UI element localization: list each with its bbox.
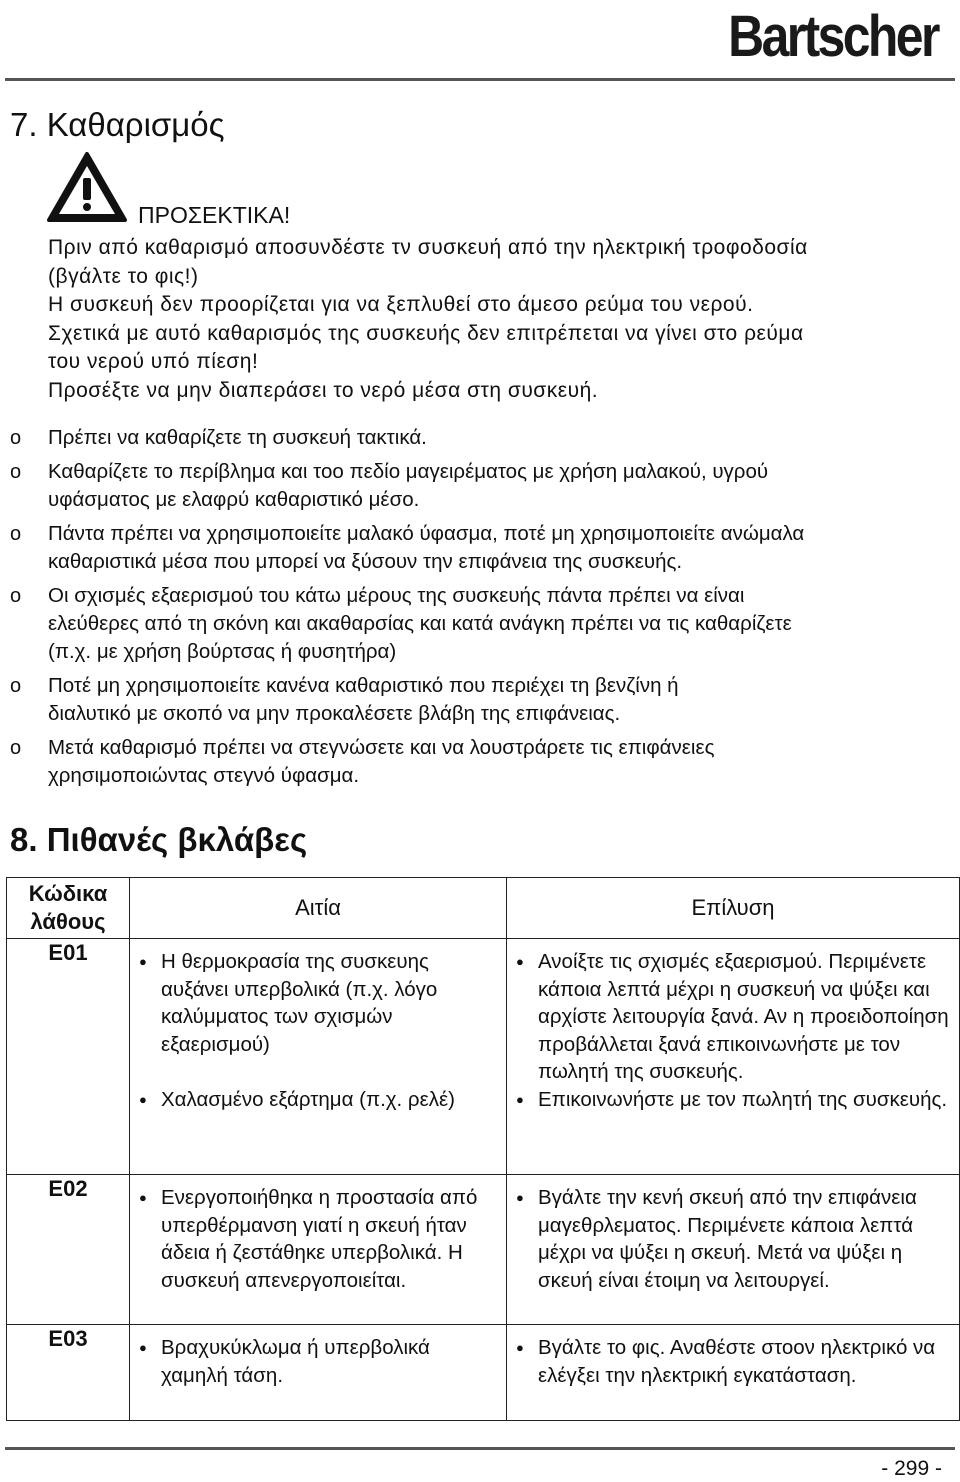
cause-item: ● Βραχυκύκλωμα ή υπερβολικά χαμηλή τάση.: [161, 1334, 499, 1389]
page-number: - 299 -: [881, 1457, 942, 1480]
list-item-text: (π.χ. με χρήση βούρτσας ή φυσητήρα): [48, 640, 397, 663]
list-item-text: υφάσματος με ελαφρύ καθαριστικό μέσο.: [48, 488, 420, 511]
header-solution: Επίλυση: [507, 878, 960, 939]
cause-cell: [130, 1175, 507, 1325]
warning-line: Σχετικά με αυτό καθαρισμός της συσκευής δεν επιτρέπεται να γίνει στο ρεύμα: [48, 321, 804, 345]
list-item: [10, 520, 950, 576]
cause-item: ● Ενεργοποιήθηκα η προστασία από υπερθέρμανση γιατί η σκευή ήταν άδεια ή ζεστάθηκε υπερβολικά. Η συσκευή απενεργοποιείται.: [161, 1184, 499, 1294]
list-item-text: διαλυτικό με σκοπό να μην προκαλέσετε βλάβη της επιφάνειας.: [48, 702, 621, 725]
list-item-text: Οι σχισμές εξαερισμού του κάτω μέρους της συσκευής πάντα πρέπει να είναι: [48, 584, 745, 607]
error-code-cell: E01: [7, 939, 130, 1175]
list-item: [10, 672, 950, 728]
list-item: [10, 582, 950, 666]
solution-item: ● Επικοινωνήστε με τον πωλητή της συσκευής.: [538, 1086, 952, 1114]
list-item-text: καθαριστικά μέσα που μπορεί να ξύσουν την επιφάνεια της συσκευής.: [48, 550, 683, 573]
solution-cell: [507, 1175, 960, 1325]
error-code-cell: E02: [7, 1175, 130, 1325]
list-item-text: χρησιμοποιώντας στεγνό ύφασμα.: [48, 764, 360, 787]
list-item-text: Πάντα πρέπει να χρησιμοποιείτε μαλακό ύφασμα, ποτέ μη χρησιμοποιείτε ανώμαλα: [48, 522, 805, 545]
cleaning-instructions-list: [10, 424, 950, 796]
error-code-cell: E03: [7, 1325, 130, 1421]
list-item-text: Μετά καθαρισμό πρέπει να στεγνώσετε και να λουστράρετε τις επιφάνειες: [48, 736, 715, 759]
cause-item: ● Χαλασμένο εξάρτημα (π.χ. ρελέ): [161, 1086, 499, 1114]
header-error-code-line: λάθους: [30, 909, 106, 934]
bullet-marker: o: [10, 675, 22, 697]
table-header-row: [7, 878, 960, 939]
warning-line: Πριν από καθαρισμό αποσυνδέστε τν συσκευή από την ηλεκτρική τροφοδοσία: [48, 236, 808, 259]
warning-title: ΠΡΟΣΕΚΤΙΚΑ!: [138, 202, 291, 228]
solution-cell: [507, 939, 960, 1175]
list-item: [10, 424, 950, 452]
cause-cell: [130, 939, 507, 1175]
warning-line: Η συσκευή δεν προορίζεται για να ξεπλυθεί στο άμεσο ρεύμα του νερού.: [48, 293, 754, 316]
section-7-title: 7. Καθαρισμός: [10, 106, 225, 143]
section-8-title: 8. Πιθανές βκλάβες: [10, 821, 308, 858]
list-item: [10, 734, 950, 790]
header-divider: [5, 78, 955, 81]
list-item-text: ελεύθερες από τη σκόνη και ακαθαρσίας και κατά ανάγκη πρέπει να τις καθαρίζετε: [48, 612, 792, 635]
fault-table: [6, 877, 960, 1421]
cause-item: ● Η θερμοκρασία της συσκευης αυξάνει υπερβολικά (π.χ. λόγο καλύμματος των σχισμών εξαερισμού): [161, 948, 499, 1058]
warning-triangle-icon: [46, 150, 128, 224]
list-item-text: Καθαρίζετε το περίβλημα και τοο πεδίο μαγειρέματος με χρήση μαλακού, υγρού: [48, 460, 769, 483]
solution-cell: [507, 1325, 960, 1421]
warning-line: (βγάλτε το φις!): [48, 264, 199, 288]
cause-cell: [130, 1325, 507, 1421]
header-error-code-line: Κώδικα: [28, 881, 108, 906]
bullet-marker: o: [10, 461, 22, 483]
table-row: [7, 1175, 960, 1325]
list-item-text: Ποτέ μη χρησιμοποιείτε κανένα καθαριστικό που περιέχει τη βενζίνη ή: [48, 674, 679, 697]
header-cause: Αιτία: [130, 878, 507, 939]
warning-line: Προσέξτε να μην διαπεράσει το νερό μέσα στη συσκευή.: [48, 378, 599, 402]
bullet-marker: o: [10, 737, 22, 759]
list-item: [10, 458, 950, 514]
bullet-marker: o: [10, 585, 22, 607]
solution-item: ● Ανοίξτε τις σχισμές εξαερισμού. Περιμένετε κάποια λεπτά μέχρι η συσκευή να ψύξει και αρχίστε λειτουργία ξανά. Αν η προειδοποίηση προβάλλεται ξανά επικοινωνήστε με τον πωλητή της συσκευής.: [538, 948, 952, 1086]
warning-text: [48, 234, 948, 405]
table-row: [7, 939, 960, 1175]
footer-divider: [5, 1447, 955, 1450]
list-item-text: Πρέπει να καθαρίζετε τη συσκευή τακτικά.: [48, 426, 427, 449]
header-error-code: [7, 878, 130, 939]
bullet-marker: o: [10, 523, 22, 545]
solution-item: ● Βγάλτε την κενή σκευή από την επιφάνεια μαγεθρλεματος. Περιμένετε κάποια λεπτά μέχρι να ψύξει η σκευή. Μετά να ψύξει η σκευή είναι έτοιμη να λειτουργεί.: [538, 1184, 952, 1294]
table-row: [7, 1325, 960, 1421]
bullet-marker: o: [10, 427, 22, 449]
warning-line: του νερού υπό πίεση!: [48, 350, 259, 373]
brand-logo: Bartscher: [728, 4, 938, 69]
solution-item: ● Βγάλτε το φις. Αναθέστε στοον ηλεκτρικό να ελέγξει την ηλεκτρική εγκατάσταση.: [538, 1334, 952, 1389]
